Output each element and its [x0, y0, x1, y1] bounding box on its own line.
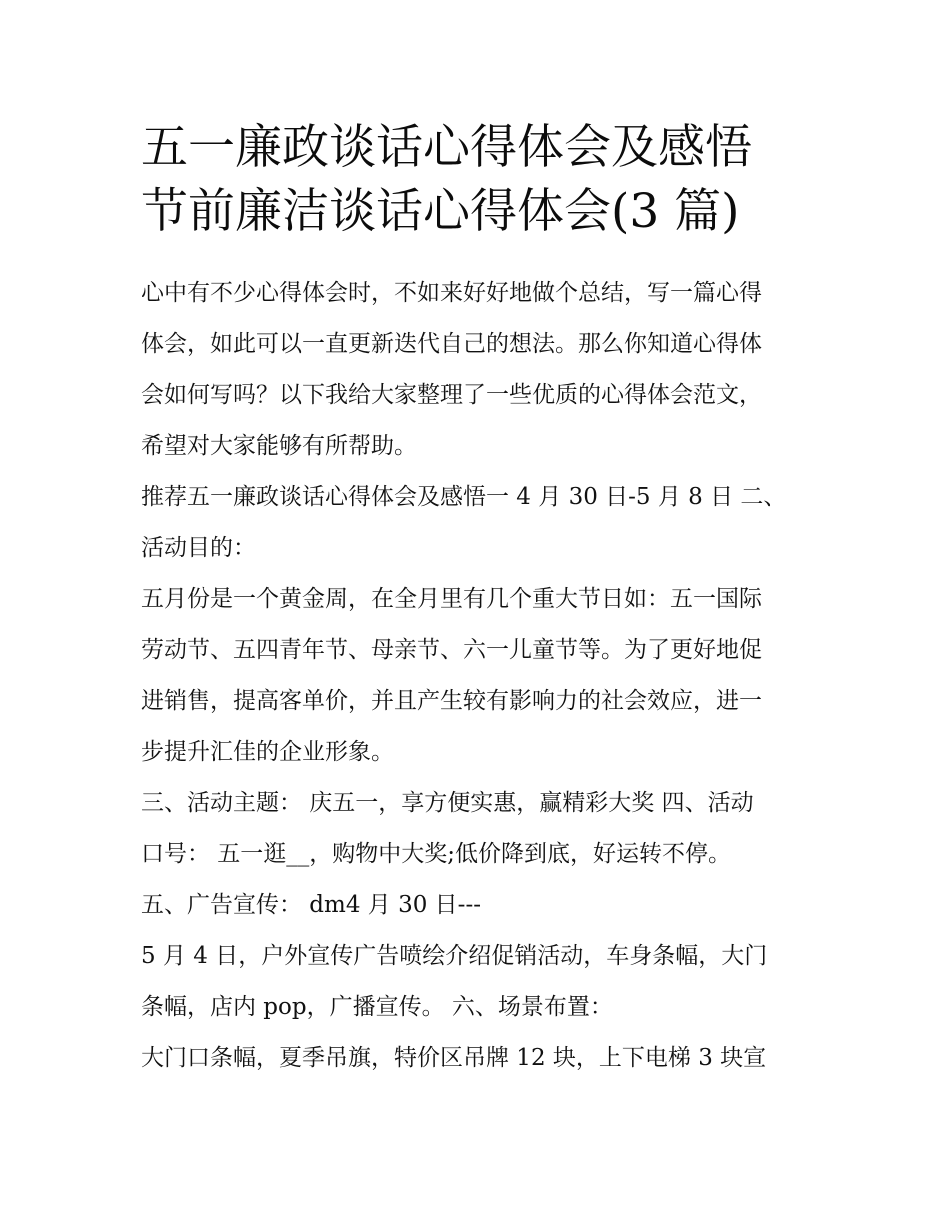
text-line: 5 月 4 日，户外宣传广告喷绘介绍促销活动，车身条幅，大门 [141, 943, 768, 969]
text-line: 劳动节、五四青年节、母亲节、六一儿童节等。为了更好地促 [141, 637, 762, 663]
text-line: 大门口条幅，夏季吊旗，特价区吊牌 12 块，上下电梯 3 块宣 [141, 1045, 767, 1071]
document-title [141, 116, 821, 244]
paragraph-activity-purpose [141, 574, 821, 778]
paragraph-activity-theme [141, 778, 821, 880]
paragraph-activity-time [141, 472, 821, 574]
text-line: 体会，如此可以一直更新迭代自己的想法。那么你知道心得体 [141, 331, 762, 357]
text-line: 活动目的： [141, 535, 256, 561]
paragraph-intro [141, 268, 821, 472]
text-line: 进销售，提高客单价，并且产生较有影响力的社会效应，进一 [141, 688, 762, 714]
text-line: 会如何写吗？以下我给大家整理了一些优质的心得体会范文， [141, 382, 762, 408]
title-line: 节前廉洁谈话心得体会(3 篇) [141, 184, 740, 239]
text-line: 步提升汇佳的企业形象。 [141, 739, 394, 765]
paragraph-advertising [141, 880, 821, 931]
text-line: 希望对大家能够有所帮助。 [141, 433, 417, 459]
text-line: 推荐五一廉政谈话心得体会及感悟一 4 月 30 日-5 月 8 日 二、 [141, 484, 787, 510]
text-line: 三、活动主题： 庆五一，享方便实惠，赢精彩大奖 四、活动 [141, 790, 754, 816]
text-line: 五、广告宣传： dm4 月 30 日--- [141, 892, 481, 918]
text-line: 五月份是一个黄金周，在全月里有几个重大节日如：五一国际 [141, 586, 762, 612]
text-line: 口号： 五一逛__，购物中大奖;低价降到底，好运转不停。 [141, 841, 732, 867]
document-body [141, 268, 821, 1084]
title-line: 五一廉政谈话心得体会及感悟 [141, 120, 752, 175]
text-line: 心中有不少心得体会时，不如来好好地做个总结，写一篇心得 [141, 280, 762, 306]
paragraph-scene-layout [141, 1033, 821, 1084]
text-line: 条幅，店内 pop，广播宣传。 六、场景布置： [141, 994, 613, 1020]
paragraph-outdoor-promo [141, 931, 821, 1033]
document-content [141, 116, 821, 1084]
